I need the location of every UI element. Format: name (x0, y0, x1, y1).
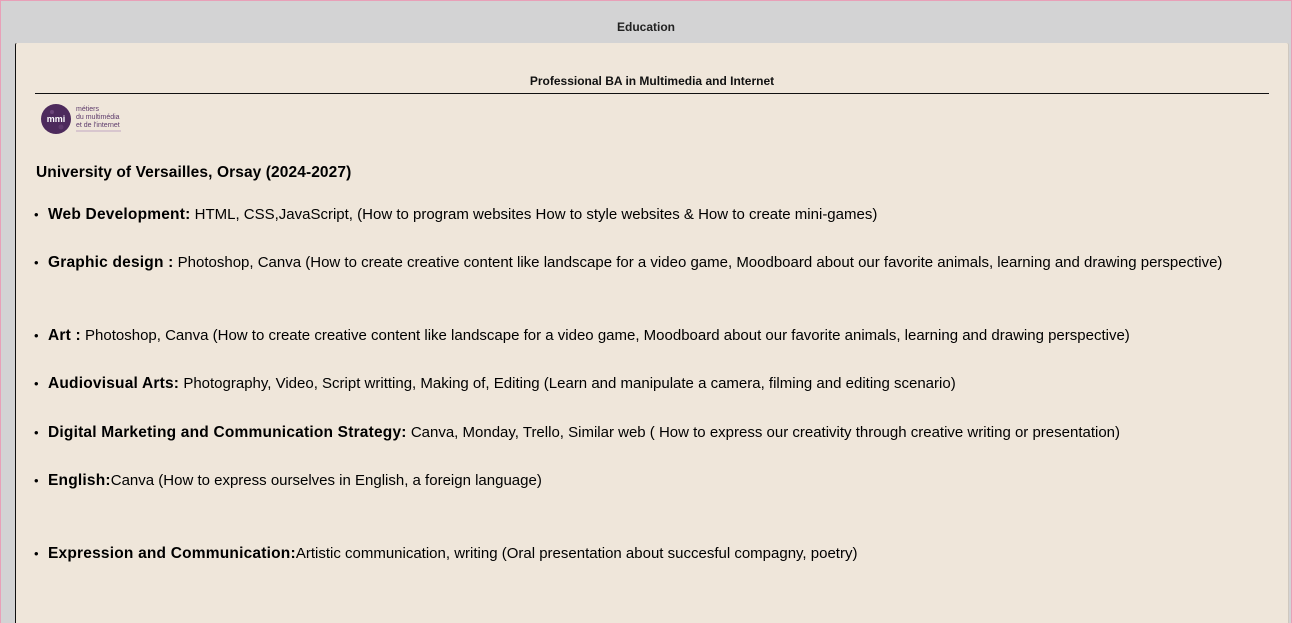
logo-line-2: du multimédia (76, 114, 120, 121)
course-item (30, 203, 1245, 227)
course-detail: Photography, Video, Script writting, Making of, Editing (Learn and manipulate a camera, filming and editing scenario) (179, 375, 956, 392)
course-name: Art : (48, 327, 81, 344)
bullet-icon: • (34, 255, 39, 270)
course-detail: Photoshop, Canva (How to create creative content like landscape for a video game, Moodboard about our favorite animals, learning and drawing perspective) (80, 327, 1130, 344)
course-item (30, 324, 1245, 348)
mmi-logo (41, 102, 125, 136)
course-name: Expression and Communication: (48, 545, 296, 562)
course-detail: Photoshop, Canva (How to create creative content like landscape for a video game, Moodboard about our favorite animals, learning and drawing perspective) (173, 254, 1223, 271)
course-detail: Canva (How to express ourselves in English, a foreign language) (110, 472, 542, 489)
course-detail: Canva, Monday, Trello, Similar web ( How to express our creativity through creative writing or presentation) (406, 424, 1121, 441)
course-detail: Artistic communication, writing (Oral presentation about succesful compagny, poetry) (295, 545, 858, 562)
course-name: English: (48, 472, 111, 489)
bullet-icon: • (34, 207, 39, 222)
bullet-icon: • (34, 546, 39, 561)
course-item (30, 372, 1245, 396)
logo-line-3: et de l'internet (76, 122, 120, 129)
course-name: Digital Marketing and Communication Strategy: (48, 424, 407, 441)
course-detail: HTML, CSS,JavaScript, (How to program websites How to style websites & How to create mini-games) (190, 206, 878, 223)
course-name: Audiovisual Arts: (48, 375, 180, 392)
logo-line-1: métiers (76, 106, 99, 113)
bullet-icon: • (34, 425, 39, 440)
bullet-icon: • (34, 328, 39, 343)
bullet-icon: • (34, 376, 39, 391)
bullet-icon: • (34, 473, 39, 488)
course-item (30, 469, 1245, 493)
course-item (30, 542, 1245, 566)
course-name: Graphic design : (48, 254, 174, 271)
course-item (30, 251, 1245, 275)
education-panel (15, 43, 1288, 623)
school-heading: University of Versailles, Orsay (2024-2027) (36, 164, 352, 181)
logo-badge-text: mmi (46, 114, 66, 124)
course-name: Web Development: (48, 206, 191, 223)
course-item (30, 421, 1245, 445)
section-divider (35, 93, 1269, 94)
section-title: Professional BA in Multimedia and Internet (529, 74, 775, 88)
window-title: Education (616, 20, 675, 34)
